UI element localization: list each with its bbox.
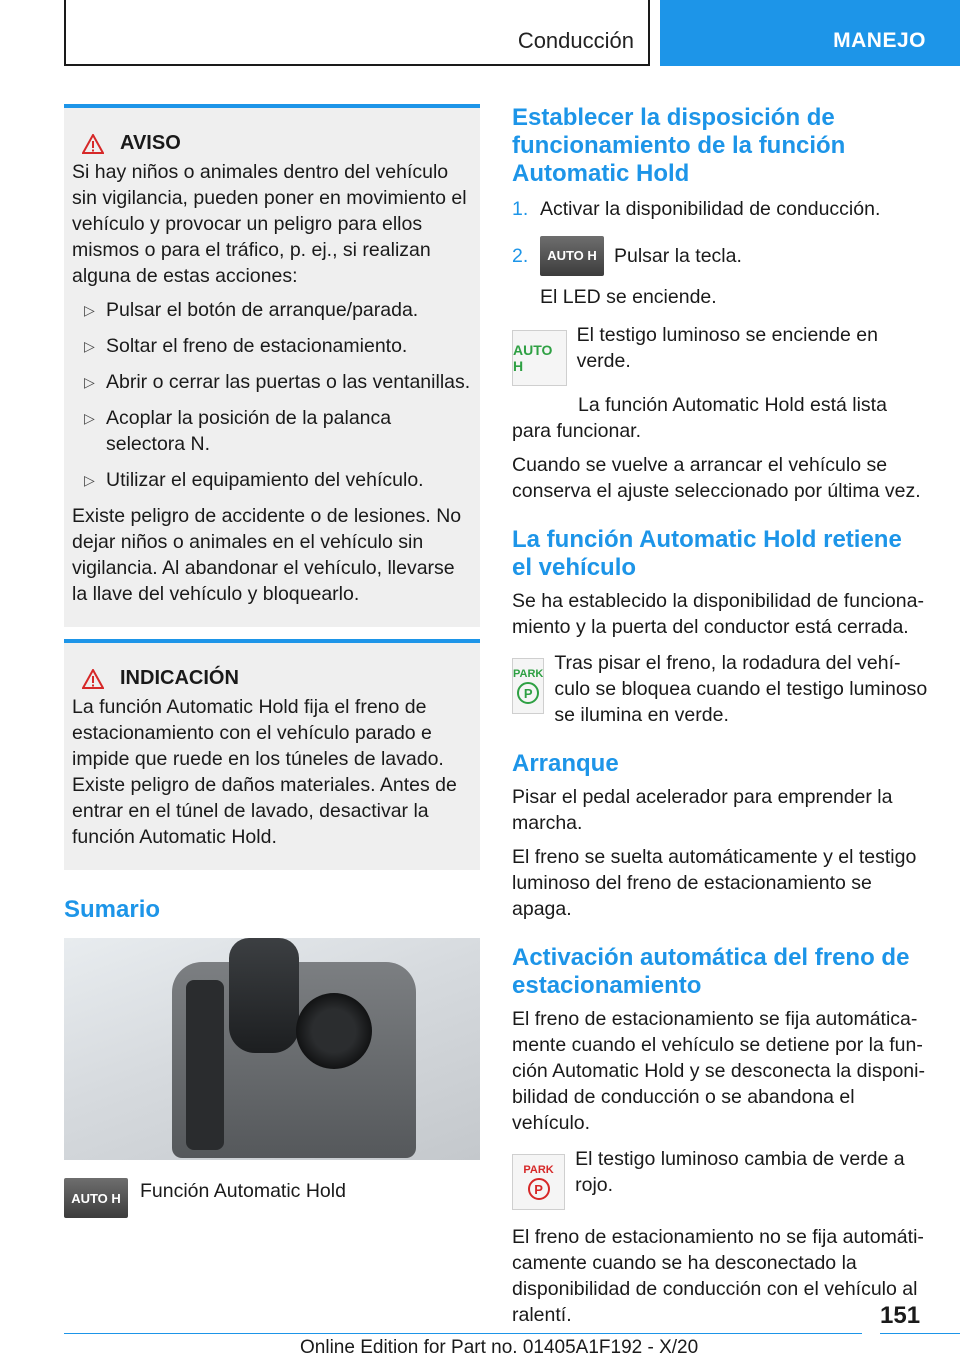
activacion-text: El freno de estacionamiento se fija automáticamente cuando el vehículo se detiene por la función Automatic Hold y se desconecta la disponibilidad de conducción o se abandona el vehículo. <box>512 1008 925 1134</box>
establecer-heading: Establecer la disposición de funcionamiento de la función Automatic Hold <box>512 104 846 187</box>
footer-divider <box>64 1333 862 1334</box>
step-2: 2. AUTO H Pulsar la tecla. <box>512 236 928 276</box>
arranque-text-2: El freno se suelta automáticamente y el testigo luminoso del freno de estacionamiento se apaga. <box>512 846 917 920</box>
arranque-text-1: Pisar el pedal acelerador para emprender la marcha. <box>512 786 893 834</box>
lamp-row <box>512 322 928 386</box>
caption-row <box>64 1178 480 1218</box>
control-panel <box>186 980 224 1150</box>
list-item: ▷ Soltar el freno de estacionamiento. <box>84 335 408 357</box>
activacion-heading: Activación automática del freno de estacionamiento <box>512 944 910 999</box>
list-item: ▷ Utilizar el equipamiento del vehículo. <box>84 469 424 491</box>
controller-knob <box>296 993 372 1069</box>
gear-selector <box>229 938 299 1053</box>
lamp-ready-text: La función Automatic Hold está lista para funcionar. <box>512 394 887 442</box>
page-number: 151 <box>880 1302 921 1329</box>
restart-text: Cuando se vuelve a arrancar el vehículo se conserva el ajuste seleccionado por última vez. <box>512 454 921 502</box>
warning-list <box>72 297 472 493</box>
list-item: ▷ Pulsar el botón de arranque/parada. <box>84 299 419 321</box>
auto-h-lamp-icon: AUTO H <box>512 330 567 386</box>
warning-box <box>64 104 480 627</box>
list-item: ▷ Acoplar la posición de la palanca selectora N. <box>84 407 392 455</box>
warning-triangle-icon <box>82 669 104 689</box>
section-tab <box>64 0 650 66</box>
park-red-icon: PARK P <box>512 1154 565 1210</box>
triangle-bullet-icon: ▷ <box>84 338 95 354</box>
sumario-heading: Sumario <box>64 896 161 923</box>
triangle-bullet-icon: ▷ <box>84 374 95 390</box>
step-1: 1. Activar la disponibilidad de conducción. <box>512 198 881 220</box>
list-item: ▷ Abrir o cerrar las puertas o las ventanillas. <box>84 371 471 393</box>
triangle-bullet-icon: ▷ <box>84 472 95 488</box>
retiene-text: Se ha establecido la disponibilidad de funcionamiento y la puerta del conductor está cerrada. <box>512 590 924 638</box>
auto-h-button-icon: AUTO H <box>64 1178 128 1218</box>
park-red-text: El testigo luminoso cambia de verde a rojo. <box>575 1148 905 1196</box>
section-title: Conducción <box>517 28 634 53</box>
park-row <box>512 650 928 728</box>
footer-edition: Online Edition for Part no. 01405A1F192 - X/20 <box>300 1337 699 1358</box>
led-text: El LED se enciende. <box>540 286 717 308</box>
photo-caption: Función Automatic Hold <box>140 1180 346 1202</box>
chapter-tab <box>660 0 960 66</box>
warning-outro: Existe peligro de accidente o de lesiones. No dejar niños o animales en el vehículo sin vigilancia. Al abandonar el vehículo, llevarse la llave del vehículo y bloquearlo. <box>72 505 462 605</box>
note-title: INDICACIÓN <box>120 667 239 689</box>
warning-triangle-icon <box>82 134 104 154</box>
triangle-bullet-icon: ▷ <box>84 410 95 426</box>
right-column <box>512 104 928 1328</box>
lamp-text: El testigo luminoso se enciende en verde. <box>576 324 878 372</box>
activacion-text-2: El freno de estacionamiento no se fija automáticamente cuando se ha desconectado la disponibilidad de conducción con el vehículo al ralentí. <box>512 1226 924 1326</box>
auto-h-button-icon: AUTO H <box>540 236 604 276</box>
park-green-icon: PARK P <box>512 658 544 714</box>
warning-intro: Si hay niños o animales dentro del vehículo sin vigilancia, pueden poner en movimiento el vehículo y provocar un peligro para ellos mismos o para el tráfico, p. ej., si realizan alguna de estas acciones: <box>72 161 467 287</box>
park-row-red <box>512 1146 928 1210</box>
console-photo <box>64 938 480 1160</box>
triangle-bullet-icon: ▷ <box>84 302 95 318</box>
warning-title: AVISO <box>120 132 181 154</box>
note-box <box>64 639 480 870</box>
footer-divider <box>880 1333 960 1334</box>
retiene-heading: La función Automatic Hold retiene el vehículo <box>512 526 902 581</box>
arranque-heading: Arranque <box>512 750 619 777</box>
page-header <box>0 0 960 68</box>
left-column <box>64 104 480 1218</box>
note-text: La función Automatic Hold fija el freno de estacionamiento con el vehículo parado e impide que ruede en los túneles de lavado. Existe peligro de daños materiales. Antes de entrar en el túnel de lavado, desactivar la función Automatic Hold. <box>72 696 457 848</box>
chapter-title: MANEJO <box>833 29 926 52</box>
park-text: Tras pisar el freno, la rodadura del vehículo se bloquea cuando el testigo luminoso se ilumina en verde. <box>554 652 928 726</box>
